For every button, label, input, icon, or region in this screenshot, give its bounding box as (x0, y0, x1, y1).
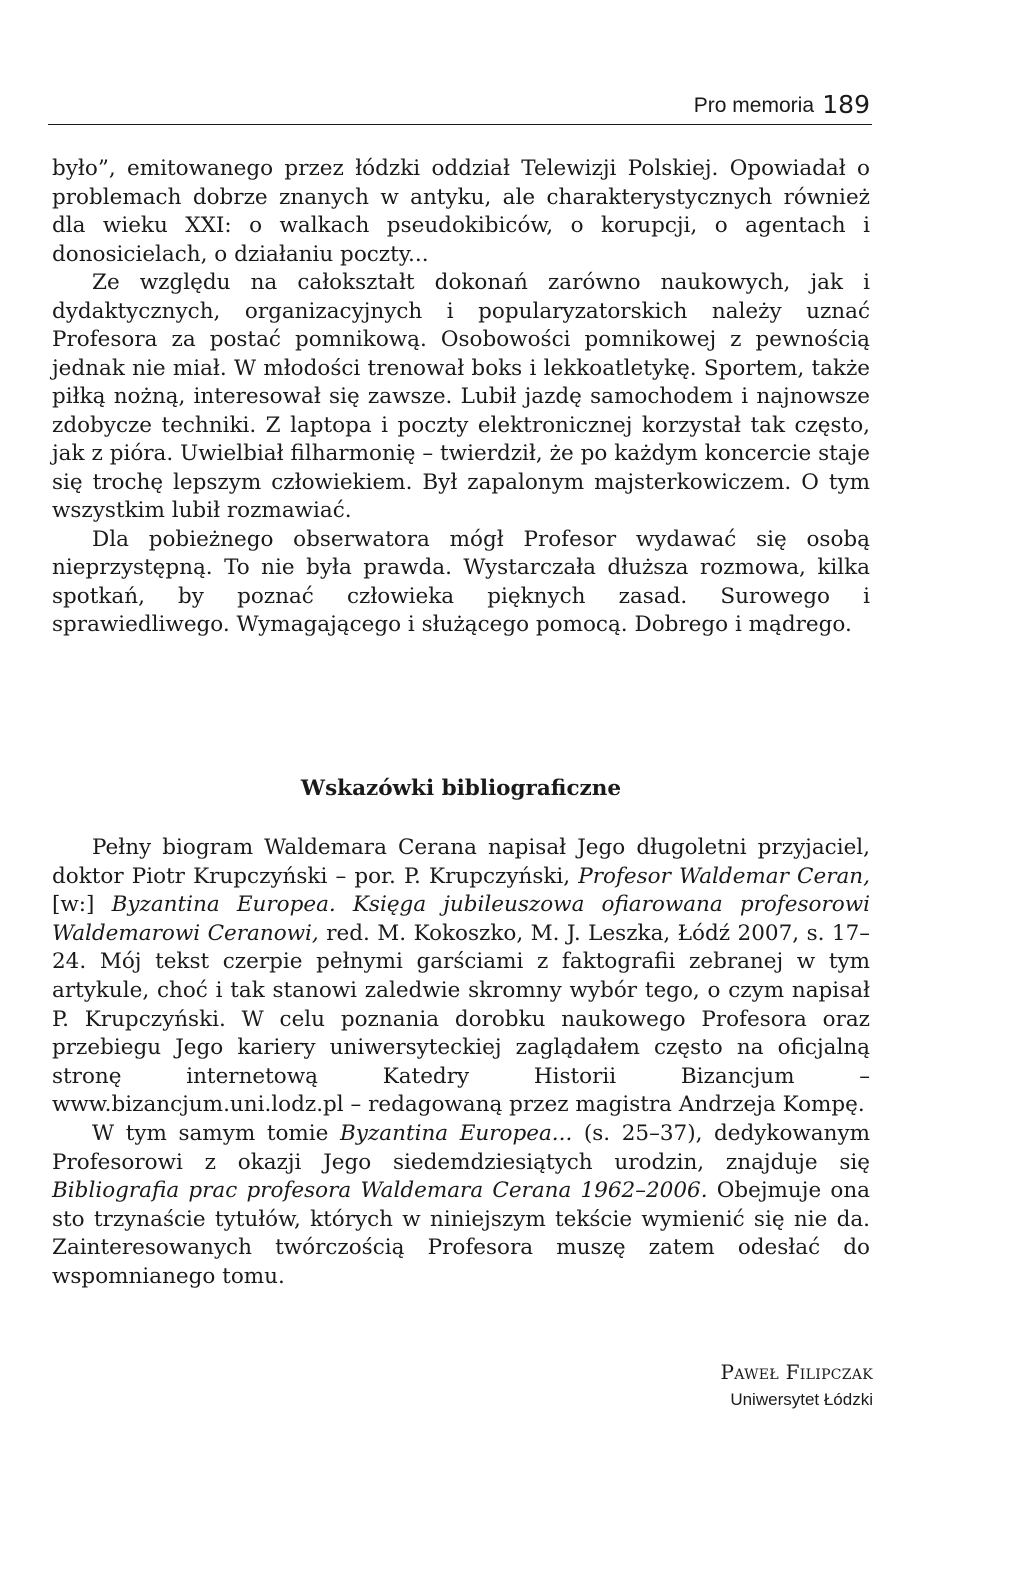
page-number: 189 (822, 90, 870, 119)
signature-block (721, 1360, 874, 1410)
bib-text-segment: Pełny biogram Waldemara Cerana napisał Jego długoletni przyjaciel, doktor Piotr Krupczyński – por. P. Krupczyński, (52, 835, 870, 889)
paragraph: Dla pobieżnego obserwatora mógł Profesor wydawać się osobą nieprzystępną. To nie była prawda. Wystarczała dłuższa rozmowa, kilka spotkań, by poznać człowieka pięknych zasad. Surowego i sprawiedliwego. Wymagającego i służącego pomocą. Dobrego i mądrego. (52, 526, 870, 637)
bib-title-italic: Byzantina Europea... (340, 1120, 573, 1146)
author-affiliation: Uniwersytet Łódzki (730, 1390, 873, 1409)
bib-text-segment: red. M. Kokoszko, M. J. Leszka, Łódź 2007, s. 17–24. Mój tekst czerpie pełnymi garściami z faktografii zebranej w tym artykule, choć i tak stanowi zaledwie skromny wybór tego, o czym napisał P. Krupczyński. W celu poznania dorobku naukowego Profesora oraz przebiegu Jego kariery uniwersyteckiej zaglądałem często na oficjalną stronę internetową Katedry Historii Bizancjum – www.bizancjum.uni.lodz.pl – redagowaną przez magistra Andrzeja Kompę. (52, 920, 870, 1118)
bib-text-segment: [w:] (52, 892, 95, 918)
bibliography-paragraph (52, 834, 870, 1120)
paragraph-continuation: było”, emitowanego przez łódzki oddział Telewizji Polskiej. Opowiadał o problemach dobrze znanych w antyku, ale charakterystycznych również dla wieku XXI: o walkach pseudokibiców, o korupcji, o agentach i donosicielach, o działaniu poczty... (52, 156, 870, 267)
author-name: Paweł Filipczak (720, 1360, 873, 1384)
section-heading: Wskazówki bibliograficzne (300, 776, 622, 801)
bib-text-segment: (s. 25–37), dedykowanym Profesorowi z okazji Jego siedemdziesiątych urodzin, znajduje się (52, 1120, 870, 1175)
running-header (48, 92, 872, 125)
running-title: Pro memoria (693, 94, 814, 117)
bib-text-segment: W tym samym tomie (92, 1120, 329, 1146)
paragraph: Ze względu na całokształt dokonań zarówno naukowych, jak i dydaktycznych, organizacyjnych i popularyzatorskich należy uznać Profesora za postać pomnikową. Osobowości pomnikowej z pewnością jednak nie miał. W młodości trenował boks i lekkoatletykę. Sportem, także piłką nożną, interesował się zawsze. Lubił jazdę samochodem i najnowsze zdobycze techniki. Z laptopa i poczty elektronicznej korzystał tak często, jak z pióra. Uwielbiał filharmonię – twierdził, że po każdym koncercie staje się trochę lepszym człowiekiem. Był zapalonym majsterkowiczem. O tym wszystkim lubił rozmawiać. (52, 270, 870, 523)
bib-title-italic: Bibliografia prac profesora Waldemara Cerana 1962–2006. (52, 1178, 708, 1204)
bib-title-italic: Byzantina Europea. Księga jubileuszowa ofiarowana profesorowi Waldemarowi Ceranowi, (52, 892, 870, 946)
main-text (52, 155, 870, 640)
bibliography-text (52, 834, 870, 1292)
bib-title-italic: Profesor Waldemar Ceran, (578, 863, 870, 889)
bibliography-paragraph (52, 1120, 870, 1292)
bib-text-segment: Obejmuje ona sto trzynaście tytułów, których w niniejszym tekście wymienić się nie da. Zainteresowanych twórczością Profesora muszę zatem odesłać do wspomnianego tomu. (52, 1178, 870, 1289)
